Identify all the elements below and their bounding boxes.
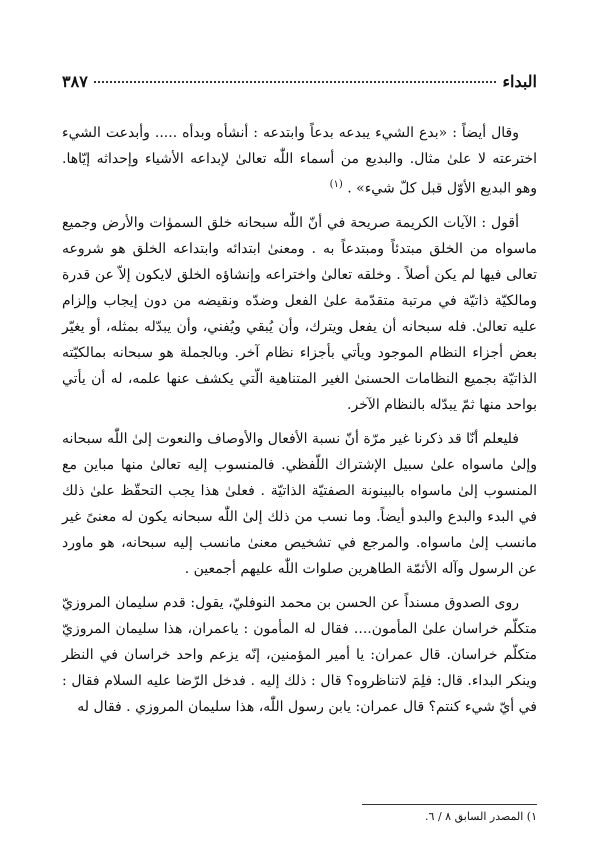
paragraph: روى الصدوق مسنداً عن الحسن بن محمد النوفليّ، يقول: قدم سليمان المروزيّ متكلّم خراسان علىٰ المأمون.... فقال له المأمون : ياعمران، هذا سليمان المروزيّ متكلّم خراسان. قال عمران: يا أمير المؤمنين، إنّه يزعم واحد خراسان في النظر وينكر البداء. قال: فلِمَ لاتناظروه؟ قال : ذلك إليه . فدخل الرّضا عليه السلام فقال : في أيّ شيء كنتم؟ قال عمران: يابن رسول اللّٰه، هذا سليمان المروزي . فقال له (62, 594, 537, 715)
body-text (62, 120, 537, 728)
paragraph: أقول : الآيات الكريمة صريحة في أنّ اللّٰه سبحانه خلق السموٰات والأرض وجميع ماسواه من الخلق مبتدئاً ومبتدعاً به . ومعنىٰ ابتدائه وابتداعه الخلق هو شروعه تعالى فيها لم يكن أصلاً . وخلقه تعالىٰ واختراعه وإنشاؤه الخلق لايكون إلاّ عن قدرة ومالكيّة ذاتيّة في مرتبة متقدّمة علىٰ الفعل وضدّه ونقيضه من دون إيجاب وإلزام عليه تعالىٰ. فله سبحانه أن يفعل ويترك، وأن يُبقي ويُفني، وأن يبدّله بمثله، أو يغيّر بعض أجزاء النظام الموجود ويأتي بأجزاء نظام آخر. وبالجملة هو سبحانه بمالكيّته الذاتيّة بجميع النظامات الحسنىٰ الغير المتناهية الّتي يكشف عنها علمه، له أن يأتي بواحد منها ثمّ يبدّله بالنظام الآخر. (62, 214, 537, 413)
footnote-reference: (١) (329, 179, 343, 190)
footnote-divider (362, 804, 537, 805)
page-number: ٣٨٧ (62, 72, 88, 91)
paragraph: فليعلم أنّا قد ذكرنا غير مرّة أنّ نسبة الأفعال والأوصاف والنعوت إلىٰ اللّٰه سبحانه وإلىٰ ماسواه علىٰ سبيل الإشتراك اللّفظي. فالمنسوب إليه تعالىٰ منها مباين مع المنسوب إلىٰ ماسواه بالبينونة الصفتيّة الذاتيّة . فعلىٰ هذا يجب التحقّظ علىٰ ذلك في البدء والبدع والبدو أيضاً. وما نسب من ذلك إلىٰ اللّٰه سبحانه يكون له معنىً غير مانسب إلىٰ ماسواه. والمرجع في تشخيص معنىٰ مانسب إليه سبحانه، هو ماورد عن الرسول وآله الأئمّة الطاهرين صلوات اللّٰه عليهم أجمعين . (62, 430, 537, 577)
paragraph (62, 120, 537, 202)
paragraph-text: وقال أيضاً : «بدع الشيء يبدعه بدعاً وابتدعه : أنشأه وبدأه ..... وأبدعت الشيء اخترعته لا علىٰ مثال. والبديع من أسماء اللّٰه تعالىٰ لإبداعه الأشياء وإحداثه إيّاها. وهو البديع الأوّل قبل كلّ شيء» . (62, 125, 537, 197)
leader-dots (94, 81, 497, 83)
chapter-title: البداء (502, 72, 537, 91)
running-header (62, 72, 537, 96)
footnote: ١) المصدر السابق ٨ / ٦. (425, 810, 537, 823)
